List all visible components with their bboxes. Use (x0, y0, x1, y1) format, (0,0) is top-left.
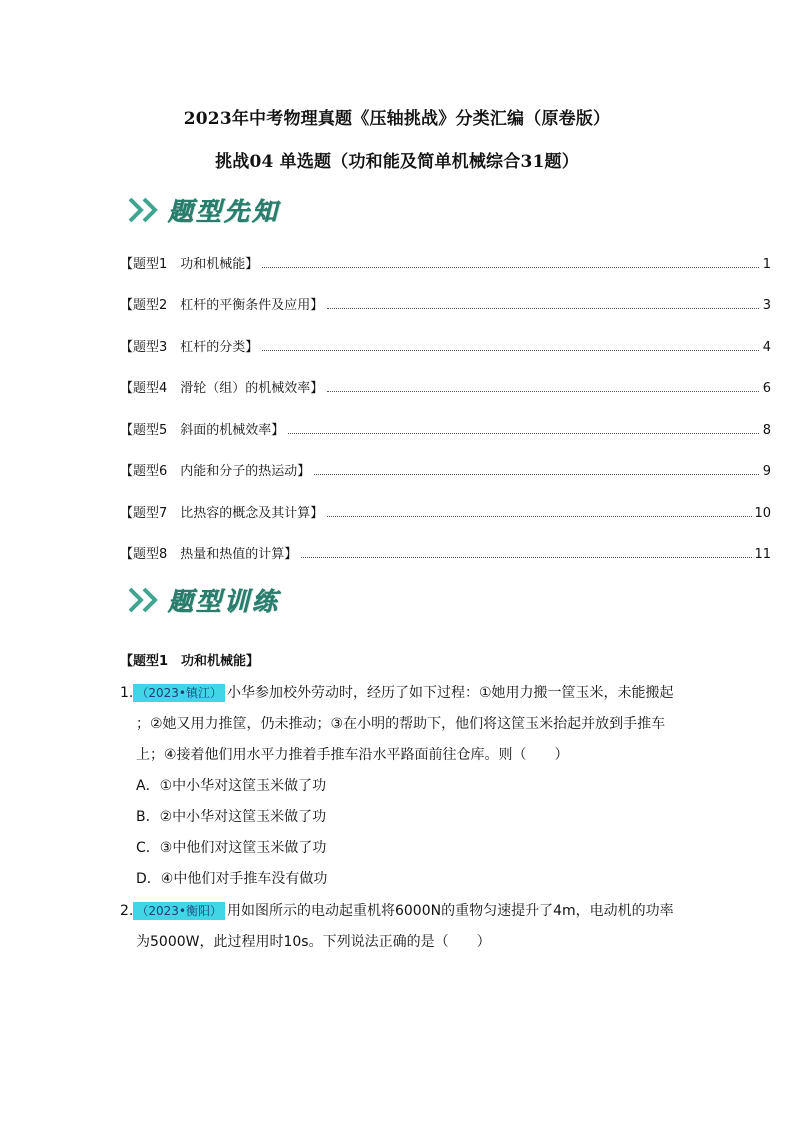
toc-entry[interactable] (120, 378, 771, 396)
toc-entry-label: 【题型8 热量和热值的计算】 (120, 547, 298, 562)
question-1 (120, 678, 680, 895)
toc-leader-dots (262, 349, 759, 351)
toc-entry-label: 【题型6 内能和分子的热运动】 (120, 464, 311, 479)
toc-entry-page: 11 (754, 547, 771, 562)
question-number: 1. (120, 685, 134, 701)
double-chevron-icon (128, 197, 162, 223)
toc-entry[interactable] (120, 337, 771, 355)
toc-entry-page: 1 (762, 257, 771, 272)
answer-option-a[interactable]: A．①中小华对这筐玉米做了功 (136, 778, 327, 794)
toc-entry[interactable] (120, 503, 771, 521)
question-2 (120, 896, 680, 958)
document-subtitle: 挑战04 单选题（功和能及简单机械综合31题） (215, 152, 579, 172)
toc-entry-label: 【题型2 杠杆的平衡条件及应用】 (120, 298, 324, 313)
section-label: 题型训练 (168, 587, 281, 616)
question-stem-line (120, 896, 680, 927)
question-stem-line: 上；④接着他们用水平力推着手推车沿水平路面前往仓库。则（ ） (136, 747, 569, 763)
toc-entry-page: 3 (762, 298, 771, 313)
answer-option-b[interactable]: B．②中小华对这筐玉米做了功 (136, 809, 327, 825)
toc-entry-page: 4 (762, 340, 771, 355)
toc-leader-dots (327, 515, 752, 517)
question-stem-line (120, 678, 680, 709)
toc-entry[interactable] (120, 295, 771, 313)
toc-leader-dots (327, 390, 759, 392)
toc-entry-label: 【题型7 比热容的概念及其计算】 (120, 506, 324, 521)
section-header-training (128, 582, 280, 618)
toc-leader-dots (327, 307, 759, 309)
question-text: 小华参加校外劳动时，经历了如下过程：①她用力搬一筐玉米，未能搬起 (226, 685, 674, 701)
section-label: 题型先知 (168, 197, 281, 226)
source-tag: （2023•镇江） (133, 684, 225, 702)
question-stem-line: ；②她又用力推筐，仍未推动；③在小明的帮助下，他们将这筐玉米抬起并放到手推车 (136, 716, 666, 732)
answer-option-d[interactable]: D．④中他们对手推车没有做功 (136, 871, 328, 887)
double-chevron-icon (128, 587, 162, 613)
toc-leader-dots (262, 266, 759, 268)
toc-entry-page: 6 (762, 381, 771, 396)
question-text: 用如图所示的电动起重机将6000N的重物匀速提升了4m，电动机的功率 (226, 903, 674, 919)
toc-entry-page: 8 (762, 423, 771, 438)
toc-entry[interactable] (120, 544, 771, 562)
document-title: 2023年中考物理真题《压轴挑战》分类汇编（原卷版） (183, 109, 611, 129)
toc-entry-page: 9 (762, 464, 771, 479)
toc-entry-label: 【题型4 滑轮（组）的机械效率】 (120, 381, 324, 396)
toc-leader-dots (314, 473, 759, 475)
toc-entry-page: 10 (754, 506, 771, 521)
toc-entry-label: 【题型5 斜面的机械效率】 (120, 423, 285, 438)
toc-entry-label: 【题型1 功和机械能】 (120, 257, 259, 272)
question-number: 2. (120, 903, 134, 919)
toc-entry[interactable] (120, 461, 771, 479)
source-tag: （2023•衡阳） (133, 902, 225, 920)
toc-entry[interactable] (120, 420, 771, 438)
toc-entry-label: 【题型3 杠杆的分类】 (120, 340, 259, 355)
answer-option-c[interactable]: C．③中他们对这筐玉米做了功 (136, 840, 327, 856)
toc-leader-dots (288, 432, 759, 434)
toc-entry[interactable] (120, 254, 771, 272)
question-stem-line: 为5000W，此过程用时10s。下列说法正确的是（ ） (136, 934, 491, 950)
toc-leader-dots (301, 556, 752, 558)
section-header-preview (128, 192, 280, 228)
question-type-heading: 【题型1 功和机械能】 (120, 654, 260, 669)
